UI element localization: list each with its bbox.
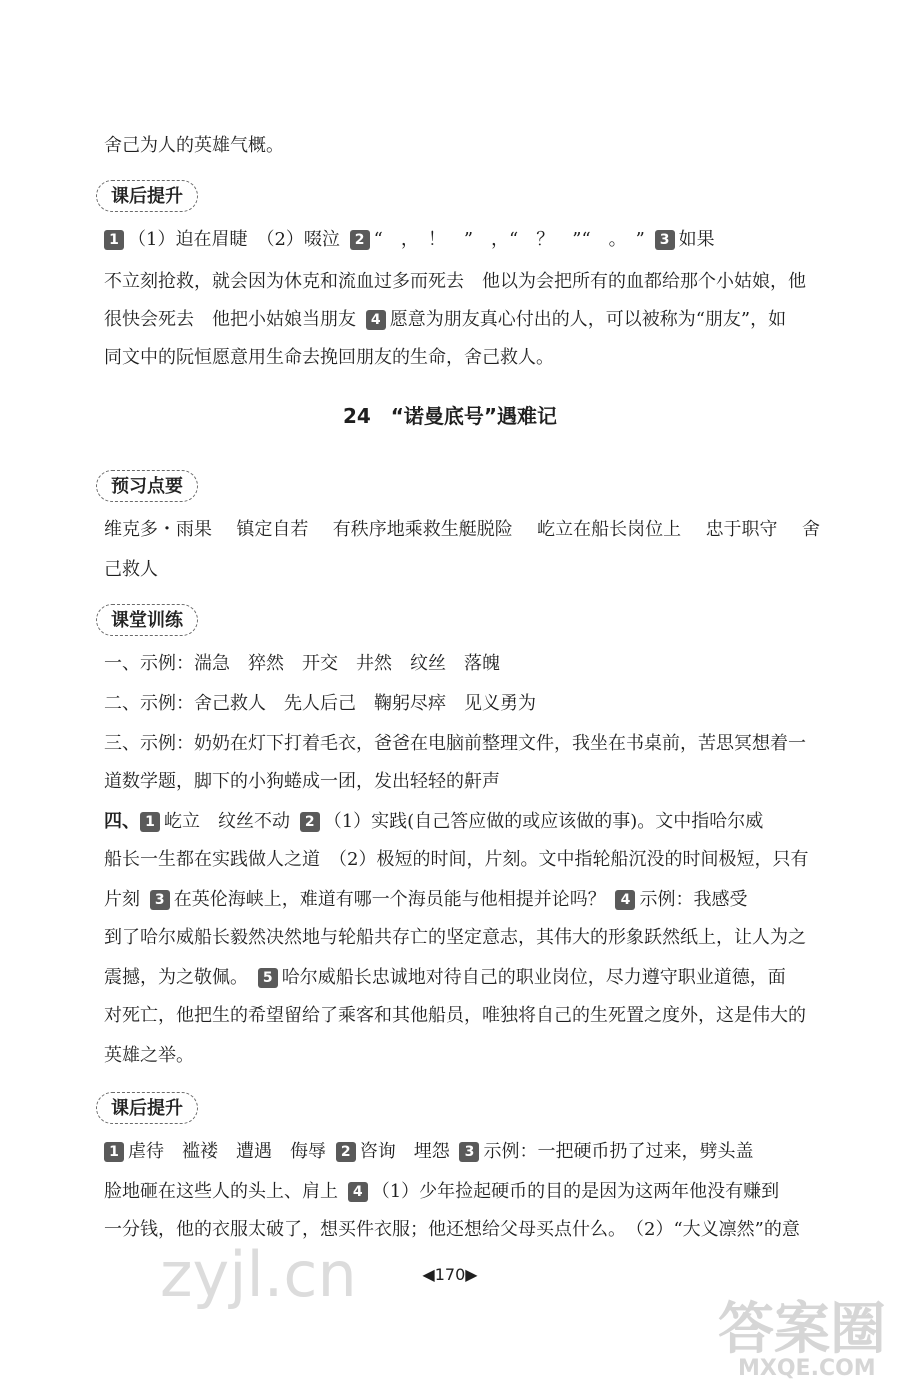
watermark-logo: 答案圈 — [718, 1297, 886, 1362]
exercise-line: 船长一生都在实践做人之道 （2）极短的时间，片刻。文中指轮船沉没的时间极短，只有 — [104, 849, 809, 870]
answer-line — [104, 1180, 820, 1204]
keyword: 维克多・雨果 — [104, 519, 212, 540]
answer-text: 愿意为朋友真心付出的人，可以被称为“朋友”，如 — [389, 309, 787, 330]
exercise-line — [104, 888, 820, 912]
answer-line — [104, 228, 820, 252]
answer-line — [104, 1140, 820, 1164]
answer-text: 哈尔威船长忠诚地对待自己的职业岗位，尽力遵守职业道德，面 — [281, 967, 786, 988]
keyword: 忠于职守 — [705, 519, 778, 540]
exercise-line: 二、示例：舍己救人 先人后己 鞠躬尽瘁 见义勇为 — [104, 693, 536, 714]
exercise-line: 英雄之举。 — [104, 1045, 194, 1066]
question-number-badge: 2 — [350, 230, 370, 250]
keyword: 屹立在船长岗位上 — [537, 519, 682, 540]
answer-text: 如果 — [678, 229, 715, 250]
answer-text: “ ， ！ ” ，“ ？ ”“ 。 ” — [373, 229, 645, 250]
question-number-badge: 1 — [104, 1142, 124, 1162]
exercise-line: 到了哈尔威船长毅然决然地与轮船共存亡的坚定意志，其伟大的形象跃然纸上，让人为之 — [104, 927, 806, 948]
exercise-label: 四、 — [104, 811, 140, 832]
question-number-badge: 1 — [104, 230, 124, 250]
question-number-badge: 2 — [336, 1142, 356, 1162]
exercise-line — [104, 810, 820, 834]
question-number-badge: 3 — [459, 1142, 479, 1162]
answer-text: （1）实践(自己答应做的或应该做的事)。文中指哈尔威 — [323, 811, 764, 832]
question-number-badge: 4 — [348, 1182, 368, 1202]
keyword: 镇定自若 — [236, 519, 309, 540]
answer-line: 同文中的阮恒愿意用生命去挽回朋友的生命，舍己救人。 — [104, 347, 554, 368]
question-number-badge: 1 — [140, 812, 160, 832]
keyword: 舍 — [801, 519, 820, 540]
question-number-badge: 2 — [300, 812, 320, 832]
continued-text-line: 舍己为人的英雄气概。 — [104, 135, 284, 156]
answer-text: 很快会死去 他把小姑娘当朋友 — [104, 309, 356, 330]
preview-keywords-line — [104, 518, 820, 542]
answer-text: 示例：我感受 — [639, 889, 748, 910]
keyword: 有秩序地乘救生艇脱险 — [332, 519, 513, 540]
exercise-line: 三、示例：奶奶在灯下打着毛衣，爸爸在电脑前整理文件，我坐在书桌前，苦思冥想着一 — [104, 733, 806, 754]
question-number-badge: 4 — [615, 890, 635, 910]
answer-text: 脸地砸在这些人的头上、肩上 — [104, 1181, 338, 1202]
watermark-logo: MXQE.COM — [738, 1356, 876, 1381]
watermark-logo: zyjl.cn — [160, 1238, 357, 1311]
section-badge-classroom: 课堂训练 — [96, 604, 198, 636]
answer-text: 震撼，为之敬佩。 — [104, 967, 248, 988]
answer-line: 不立刻抢救，就会因为休克和流血过多而死去 他以为会把所有的血都给那个小姑娘，他 — [104, 271, 806, 292]
answer-text: 咨询 埋怨 — [359, 1141, 450, 1162]
answer-text: 片刻 — [104, 889, 140, 910]
answer-text: 在英伦海峡上，难道有哪一个海员能与他相提并论吗？ — [173, 889, 606, 910]
answer-text: （1）迫在眉睫 （2）啜泣 — [128, 229, 340, 250]
answer-text: （1）少年捡起硬币的目的是因为这两年他没有赚到 — [371, 1181, 780, 1202]
question-number-badge: 5 — [258, 968, 278, 988]
chapter-title: 24 “诺曼底号”遇难记 — [342, 404, 558, 428]
question-number-badge: 3 — [655, 230, 675, 250]
exercise-line — [104, 966, 820, 990]
exercise-line: 道数学题，脚下的小狗蜷成一团，发出轻轻的鼾声 — [104, 771, 500, 792]
question-number-badge: 4 — [366, 310, 386, 330]
exercise-line: 对死亡，他把生的希望留给了乘客和其他船员，唯独将自己的生死置之度外，这是伟大的 — [104, 1005, 806, 1026]
exercise-line: 一、示例：湍急 猝然 开交 井然 纹丝 落魄 — [104, 653, 500, 674]
answer-line — [104, 308, 820, 332]
answer-text: 屹立 纹丝不动 — [164, 811, 290, 832]
answer-text: 示例：一把硬币扔了过来，劈头盖 — [483, 1141, 754, 1162]
section-badge-preview: 预习点要 — [96, 470, 198, 502]
page-number: ◀170▶ — [422, 1265, 478, 1284]
section-badge-after-class: 课后提升 — [96, 180, 198, 212]
answer-text: 虐待 褴褛 遭遇 侮辱 — [128, 1141, 326, 1162]
preview-keywords-line: 己救人 — [104, 559, 158, 580]
question-number-badge: 3 — [150, 890, 170, 910]
answer-line: 一分钱，他的衣服太破了，想买件衣服；他还想给父母买点什么。 （2）“大义凛然”的意 — [104, 1219, 800, 1240]
section-badge-after-class: 课后提升 — [96, 1092, 198, 1124]
